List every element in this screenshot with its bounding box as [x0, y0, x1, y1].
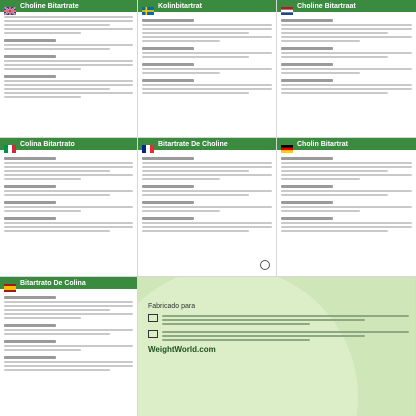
panel-body-redacted — [4, 154, 133, 232]
panel-french — [138, 138, 277, 277]
panel-body-redacted — [281, 16, 412, 94]
manufacturer-label: Fabricado para — [148, 303, 196, 310]
panel-title: Kolinbitartrat — [158, 2, 202, 10]
panel-title: Colina Bitartrato — [20, 140, 75, 148]
panel-header — [138, 138, 276, 150]
panel-body-redacted — [4, 293, 133, 371]
spain-flag-icon — [4, 279, 16, 287]
website-text: WeightWorld.com — [148, 345, 216, 354]
panel-body-redacted — [142, 16, 272, 94]
panel-body-redacted — [4, 16, 133, 98]
panel-title: Bitartrate De Choline — [158, 140, 228, 148]
uk-flag-icon — [148, 314, 158, 322]
panel-swedish — [138, 0, 277, 138]
panel-title: Choline Bitartrate — [20, 2, 79, 10]
panel-header — [0, 277, 137, 289]
panel-english — [0, 0, 138, 138]
france-flag-icon — [142, 140, 154, 148]
panel-title: Bitartrato De Colina — [20, 279, 86, 287]
panel-header — [0, 0, 137, 12]
panel-dutch — [277, 0, 416, 138]
manufacturer-panel — [138, 277, 416, 416]
panel-header — [277, 138, 416, 150]
panel-header — [0, 138, 137, 150]
panel-body-redacted — [281, 154, 412, 232]
italy-flag-icon — [4, 140, 16, 148]
germany-flag-icon — [281, 140, 293, 148]
eu-flag-icon — [148, 330, 158, 338]
uk-flag-icon — [4, 2, 16, 10]
panel-title: Cholin Bitartrat — [297, 140, 348, 148]
sweden-flag-icon — [142, 2, 154, 10]
manufacturer-uk-address — [148, 313, 409, 325]
panel-italian — [0, 138, 138, 277]
panel-german — [277, 138, 416, 277]
recycling-icon — [260, 260, 270, 270]
panel-title: Choline Bitartraat — [297, 2, 356, 10]
panel-body-redacted — [142, 154, 272, 232]
manufacturer-eu-address — [148, 329, 409, 341]
panel-header — [277, 0, 416, 12]
panel-header — [138, 0, 276, 12]
panel-spanish — [0, 277, 138, 416]
netherlands-flag-icon — [281, 2, 293, 10]
